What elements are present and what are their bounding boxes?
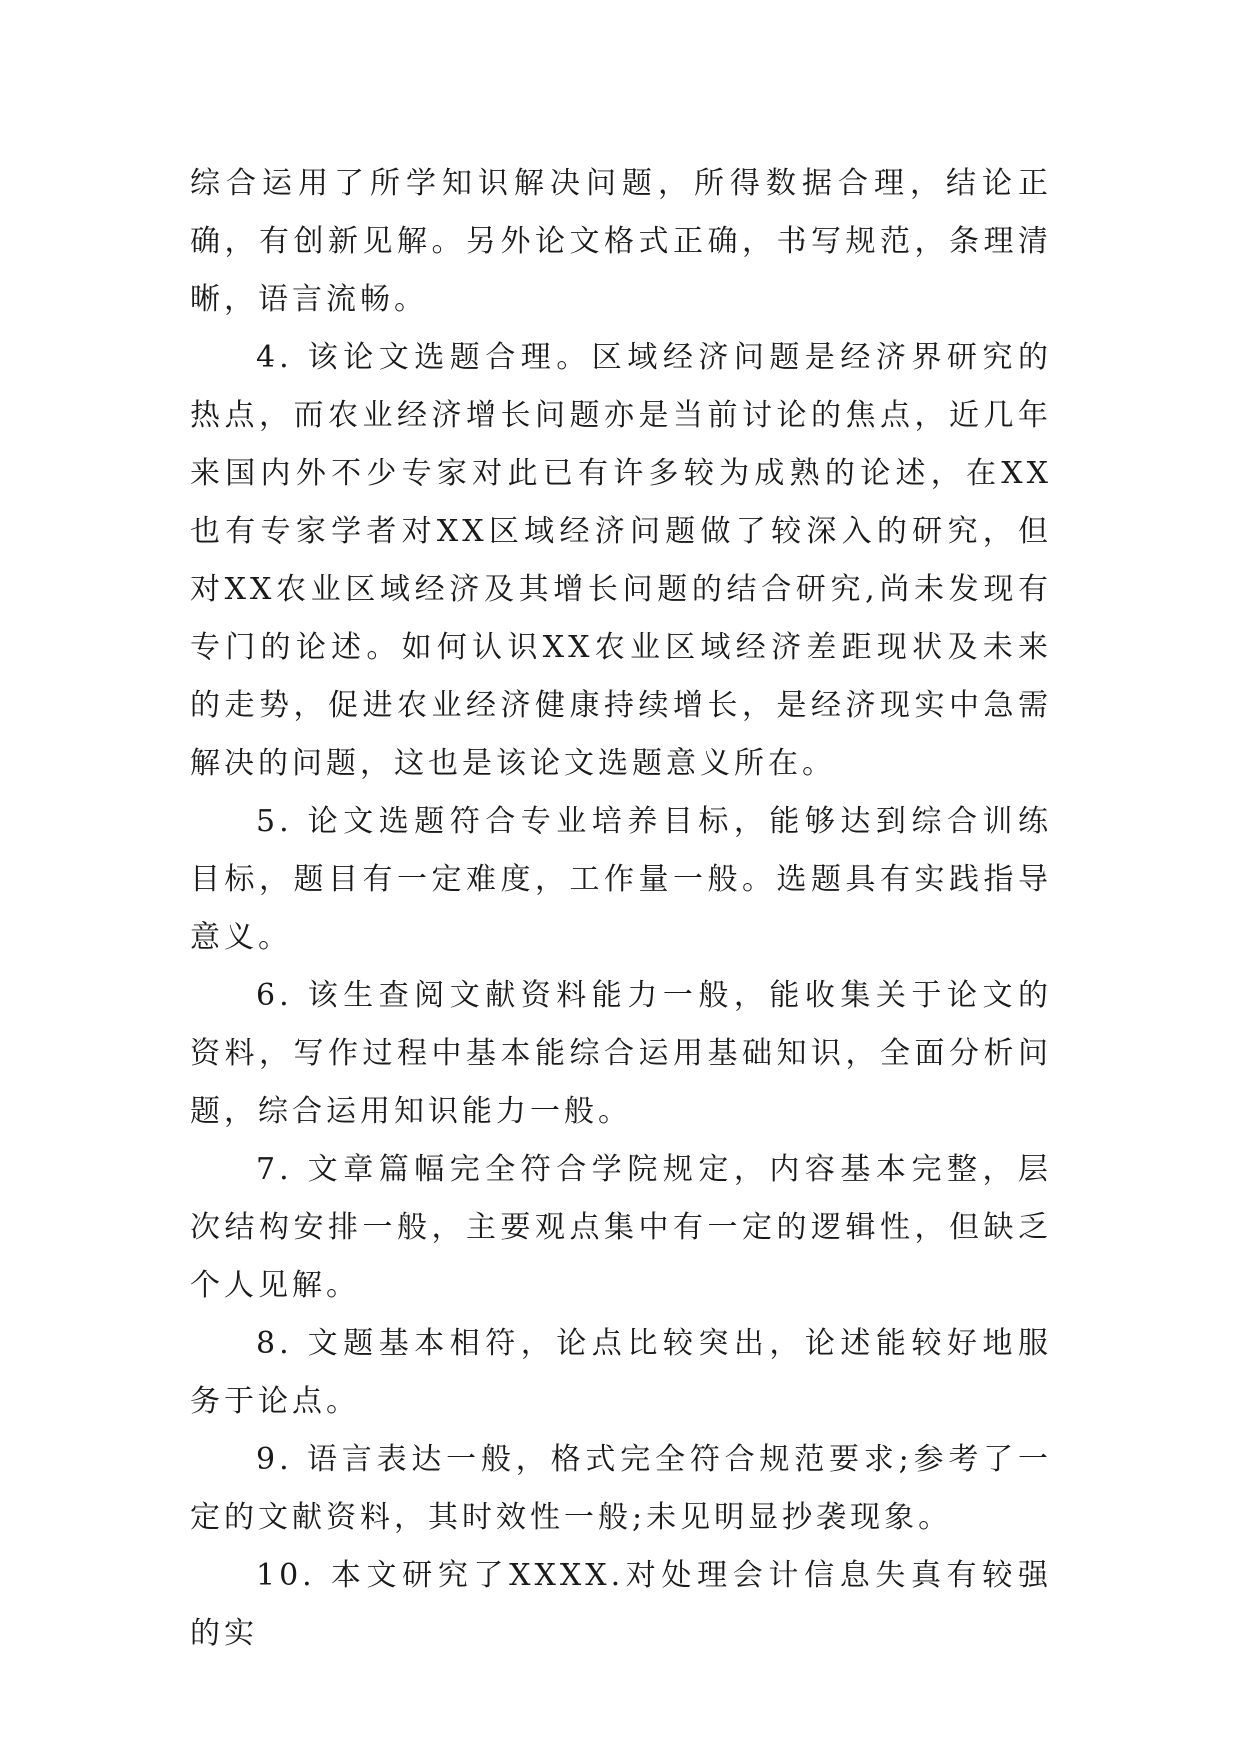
paragraph-continuation: 综合运用了所学知识解决问题，所得数据合理，结论正确，有创新见解。另外论文格式正确，书写规范，条理清晰，语言流畅。: [190, 166, 1052, 317]
paragraph-item-6: 6. 该生查阅文献资料能力一般，能收集关于论文的资料，写作过程中基本能综合运用基础知识，全面分析问题，综合运用知识能力一般。: [190, 978, 1052, 1129]
paragraph-item-7: 7. 文章篇幅完全符合学院规定，内容基本完整，层次结构安排一般，主要观点集中有一定的逻辑性，但缺乏个人见解。: [190, 1152, 1052, 1303]
paragraph-item-10: 10. 本文研究了XXXX.对处理会计信息失真有较强的实: [190, 1558, 1052, 1651]
paragraph-item-4: 4. 该论文选题合理。区域经济问题是经济界研究的热点，而农业经济增长问题亦是当前讨论的焦点，近几年来国内外不少专家对此已有许多较为成熟的论述，在XX也有专家学者对XX区域经济问题做了较深入的研究，但对XX农业区域经济及其增长问题的结合研究,尚未发现有专门的论述。如何认识XX农业区域经济差距现状及未来的走势，促进农业经济健康持续增长，是经济现实中急需解决的问题，这也是该论文选题意义所在。: [190, 340, 1052, 781]
document-body: [190, 155, 1052, 1663]
paragraph-item-8: 8. 文题基本相符，论点比较突出，论述能较好地服务于论点。: [190, 1326, 1052, 1419]
paragraph-item-9: 9. 语言表达一般，格式完全符合规范要求;参考了一定的文献资料，其时效性一般;未见明显抄袭现象。: [190, 1442, 1052, 1535]
paragraph-item-5: 5. 论文选题符合专业培养目标，能够达到综合训练目标，题目有一定难度，工作量一般。选题具有实践指导意义。: [190, 804, 1052, 955]
